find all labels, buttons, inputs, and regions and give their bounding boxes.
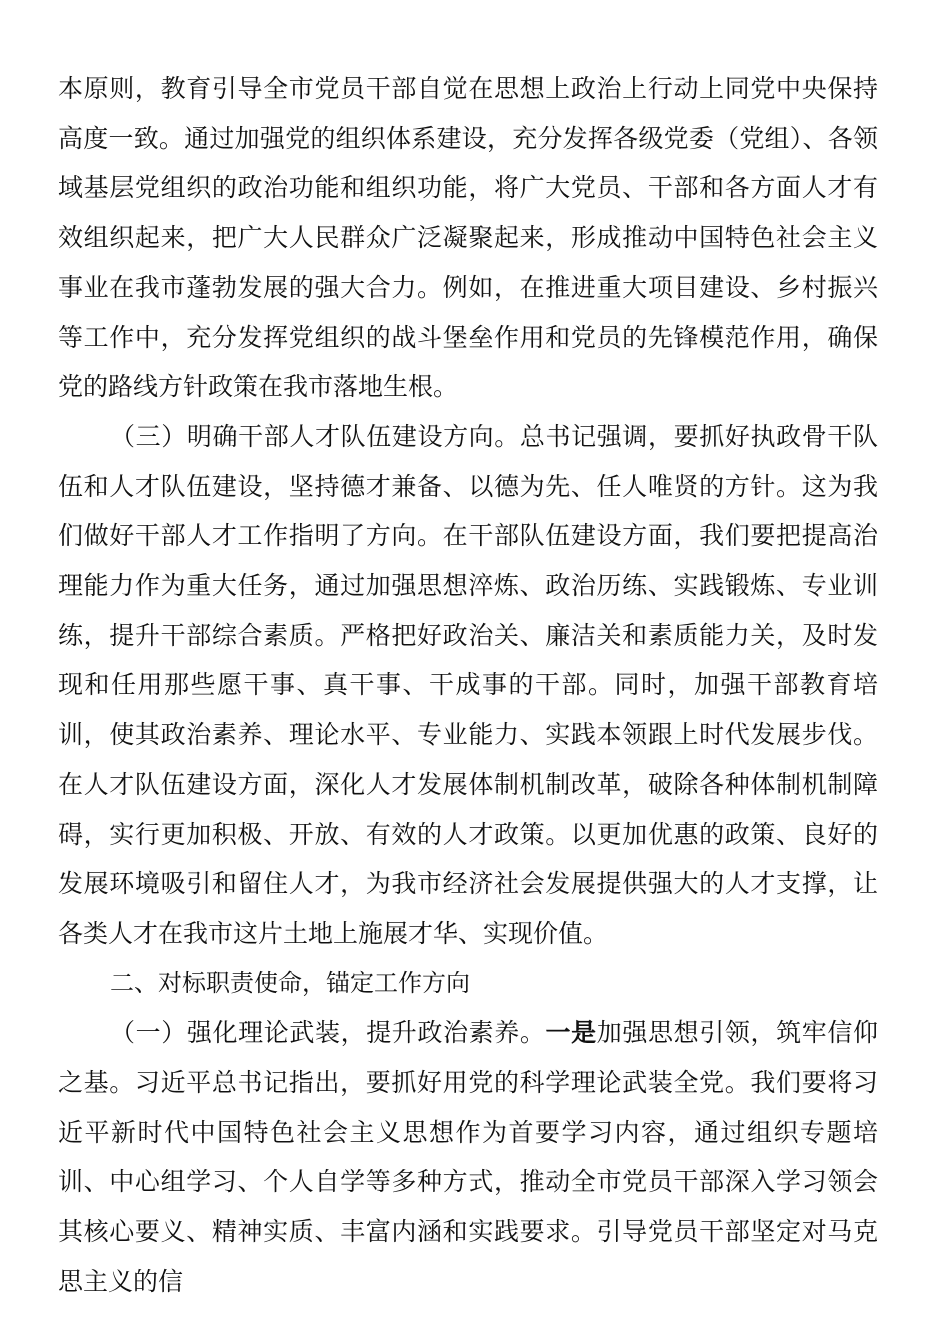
subheading-lead: （一）强化理论武装，提升政治素养。 bbox=[110, 1018, 546, 1048]
section-heading-2: 二、对标职责使命，锚定工作方向 bbox=[110, 968, 470, 997]
document-page bbox=[58, 64, 878, 1307]
paragraph-cadre-talent: （三）明确干部人才队伍建设方向。总书记强调，要抓好执政骨干队伍和人才队伍建设，坚持德才兼备、以德为先、任人唯贤的方针。这为我们做好干部人才工作指明了方向。在干部队伍建设方面，我们要把提高治理能力作为重大任务，通过加强思想淬炼、政治历练、实践锻炼、专业训练，提升干部综合素质。严格把好政治关、廉洁关和素质能力关，及时发现和任用那些愿干事、真干事、干成事的干部。同时，加强干部教育培训，使其政治素养、理论水平、专业能力、实践本领跟上时代发展步伐。在人才队伍建设方面，深化人才发展体制机制改革，破除各种体制机制障碍，实行更加积极、开放、有效的人才政策。以更加优惠的政策、良好的发展环境吸引和留住人才，为我市经济社会发展提供强大的人才支撑，让各类人才在我市这片土地上施展才华、实现价值。 bbox=[58, 421, 878, 948]
paragraph-party-organization: 本原则，教育引导全市党员干部自觉在思想上政治上行动上同党中央保持高度一致。通过加强党的组织体系建设，充分发挥各级党委（党组）、各领域基层党组织的政治功能和组织功能，将广大党员、干部和各方面人才有效组织起来，把广大人民群众广泛凝聚起来，形成推动中国特色社会主义事业在我市蓬勃发展的强大合力。例如，在推进重大项目建设、乡村振兴等工作中，充分发挥党组织的战斗堡垒作用和党员的先锋模范作用，确保党的路线方针政策在我市落地生根。 bbox=[58, 74, 878, 402]
bold-marker-first: 一是 bbox=[545, 1018, 597, 1048]
paragraph-body: 加强思想引领，筑牢信仰之基。习近平总书记指出，要抓好用党的科学理论武装全党。我们要将习近平新时代中国特色社会主义思想作为首要学习内容，通过组织专题培训、中心组学习、个人自学等多种方式，推动全市党员干部深入学习领会其核心要义、精神实质、丰富内涵和实践要求。引导党员干部坚定对马克思主义的信 bbox=[58, 1018, 878, 1296]
paragraph-theory-study bbox=[58, 1008, 878, 1306]
